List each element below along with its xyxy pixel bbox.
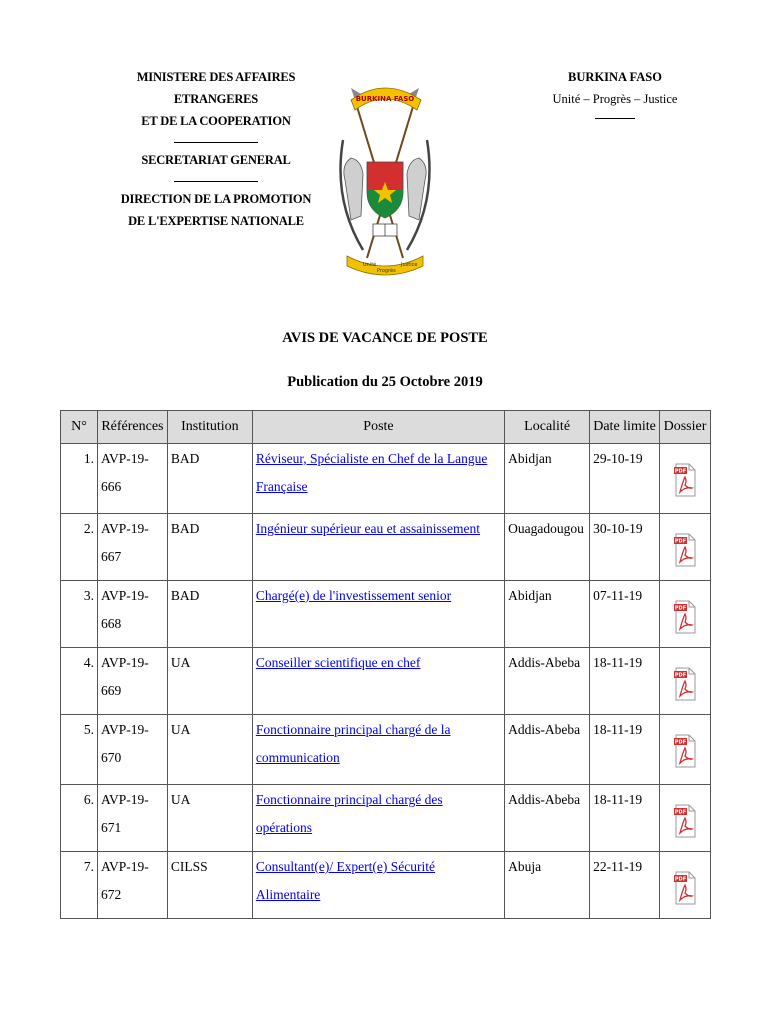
svg-text:PDF: PDF [674, 739, 687, 746]
position-link[interactable]: Conseiller scientifique en chef [255, 655, 421, 670]
table-row [61, 581, 711, 648]
table-row [61, 852, 711, 919]
pdf-icon[interactable] [674, 667, 696, 701]
column-header-location: Localité [505, 411, 590, 444]
row-number: 5. [61, 715, 98, 785]
coat-of-arms [333, 70, 437, 282]
row-reference: AVP-19-671 [97, 785, 167, 852]
direction-line-2: DE L'EXPERTISE NATIONALE [128, 214, 304, 228]
row-number: 1. [61, 444, 98, 514]
row-institution: BAD [167, 514, 252, 581]
direction-line-1: DIRECTION DE LA PROMOTION [120, 192, 312, 206]
row-institution: BAD [167, 444, 252, 514]
burkina-faso-coat-of-arms-icon [333, 70, 437, 282]
row-dossier-cell [659, 715, 710, 785]
row-number: 4. [61, 648, 98, 715]
divider [174, 181, 258, 182]
row-deadline: 29-10-19 [590, 444, 660, 514]
row-reference: AVP-19-670 [97, 715, 167, 785]
position-link[interactable]: Réviseur, Spécialiste en Chef de la Langue Française [255, 451, 488, 494]
row-location: Addis-Abeba [505, 648, 590, 715]
vacancies-table [60, 410, 711, 919]
row-number: 3. [61, 581, 98, 648]
row-position-cell [252, 648, 504, 715]
row-position-cell [252, 852, 504, 919]
row-dossier-cell [659, 514, 710, 581]
row-position-cell [252, 514, 504, 581]
row-number: 6. [61, 785, 98, 852]
table-row [61, 514, 711, 581]
row-dossier-cell [659, 581, 710, 648]
position-link[interactable]: Chargé(e) de l'investissement senior [255, 588, 452, 603]
national-motto: Unité – Progrès – Justice [552, 92, 678, 106]
publication-date: Publication du 25 Octobre 2019 [287, 374, 483, 390]
divider [595, 118, 635, 119]
row-position-cell [252, 444, 504, 514]
position-link[interactable]: Fonctionnaire principal chargé de la communication [255, 722, 451, 765]
row-dossier-cell [659, 852, 710, 919]
row-deadline: 22-11-19 [590, 852, 660, 919]
row-dossier-cell [659, 785, 710, 852]
svg-text:Progrès: Progrès [377, 268, 396, 274]
row-deadline: 18-11-19 [590, 785, 660, 852]
pdf-icon[interactable] [674, 600, 696, 634]
pdf-icon[interactable] [674, 804, 696, 838]
ministry-header [100, 66, 332, 232]
row-position-cell [252, 581, 504, 648]
svg-text:PDF: PDF [674, 538, 687, 545]
secretariat-label: SECRETARIAT GENERAL [141, 153, 291, 167]
row-reference: AVP-19-666 [97, 444, 167, 514]
country-name: BURKINA FASO [568, 70, 662, 84]
column-header-deadline: Date limite [590, 411, 660, 444]
svg-text:PDF: PDF [674, 468, 687, 475]
ministry-line-1: MINISTERE DES AFFAIRES ETRANGERES [136, 70, 296, 106]
row-reference: AVP-19-669 [97, 648, 167, 715]
row-dossier-cell [659, 444, 710, 514]
row-location: Abuja [505, 852, 590, 919]
svg-text:PDF: PDF [674, 605, 687, 612]
row-location: Abidjan [505, 581, 590, 648]
pdf-icon[interactable] [674, 734, 696, 768]
pdf-icon[interactable] [674, 463, 696, 497]
row-location: Abidjan [505, 444, 590, 514]
row-reference: AVP-19-667 [97, 514, 167, 581]
ministry-line-2: ET DE LA COOPERATION [141, 114, 291, 128]
row-number: 7. [61, 852, 98, 919]
table-row [61, 648, 711, 715]
row-institution: BAD [167, 581, 252, 648]
row-deadline: 07-11-19 [590, 581, 660, 648]
table-header-row [61, 411, 711, 444]
table-row [61, 715, 711, 785]
column-header-institution: Institution [167, 411, 252, 444]
position-link[interactable]: Consultant(e)/ Expert(e) Sécurité Alimentaire [255, 859, 436, 902]
row-institution: UA [167, 785, 252, 852]
position-link[interactable]: Fonctionnaire principal chargé des opérations [255, 792, 443, 835]
notice-title: AVIS DE VACANCE DE POSTE [282, 330, 488, 346]
column-header-position: Poste [252, 411, 504, 444]
row-location: Ouagadougou [505, 514, 590, 581]
row-position-cell [252, 715, 504, 785]
pdf-icon[interactable] [674, 871, 696, 905]
row-location: Addis-Abeba [505, 715, 590, 785]
country-header [540, 66, 690, 119]
row-institution: CILSS [167, 852, 252, 919]
table-row [61, 444, 711, 514]
column-header-number: N° [61, 411, 98, 444]
row-location: Addis-Abeba [505, 785, 590, 852]
row-dossier-cell [659, 648, 710, 715]
row-institution: UA [167, 648, 252, 715]
svg-text:PDF: PDF [674, 876, 687, 883]
row-number: 2. [61, 514, 98, 581]
row-deadline: 18-11-19 [590, 648, 660, 715]
row-institution: UA [167, 715, 252, 785]
divider [174, 142, 258, 143]
svg-text:BURKINA FASO: BURKINA FASO [355, 95, 415, 103]
table-row [61, 785, 711, 852]
row-deadline: 30-10-19 [590, 514, 660, 581]
row-position-cell [252, 785, 504, 852]
position-link[interactable]: Ingénieur supérieur eau et assainissement [255, 521, 480, 536]
column-header-reference: Références [97, 411, 167, 444]
row-deadline: 18-11-19 [590, 715, 660, 785]
svg-text:Justice: Justice [401, 262, 418, 268]
svg-text:Unité: Unité [363, 262, 377, 268]
svg-text:PDF: PDF [674, 672, 687, 679]
row-reference: AVP-19-672 [97, 852, 167, 919]
row-reference: AVP-19-668 [97, 581, 167, 648]
pdf-icon[interactable] [674, 533, 696, 567]
svg-text:PDF: PDF [674, 809, 687, 816]
column-header-dossier: Dossier [659, 411, 710, 444]
